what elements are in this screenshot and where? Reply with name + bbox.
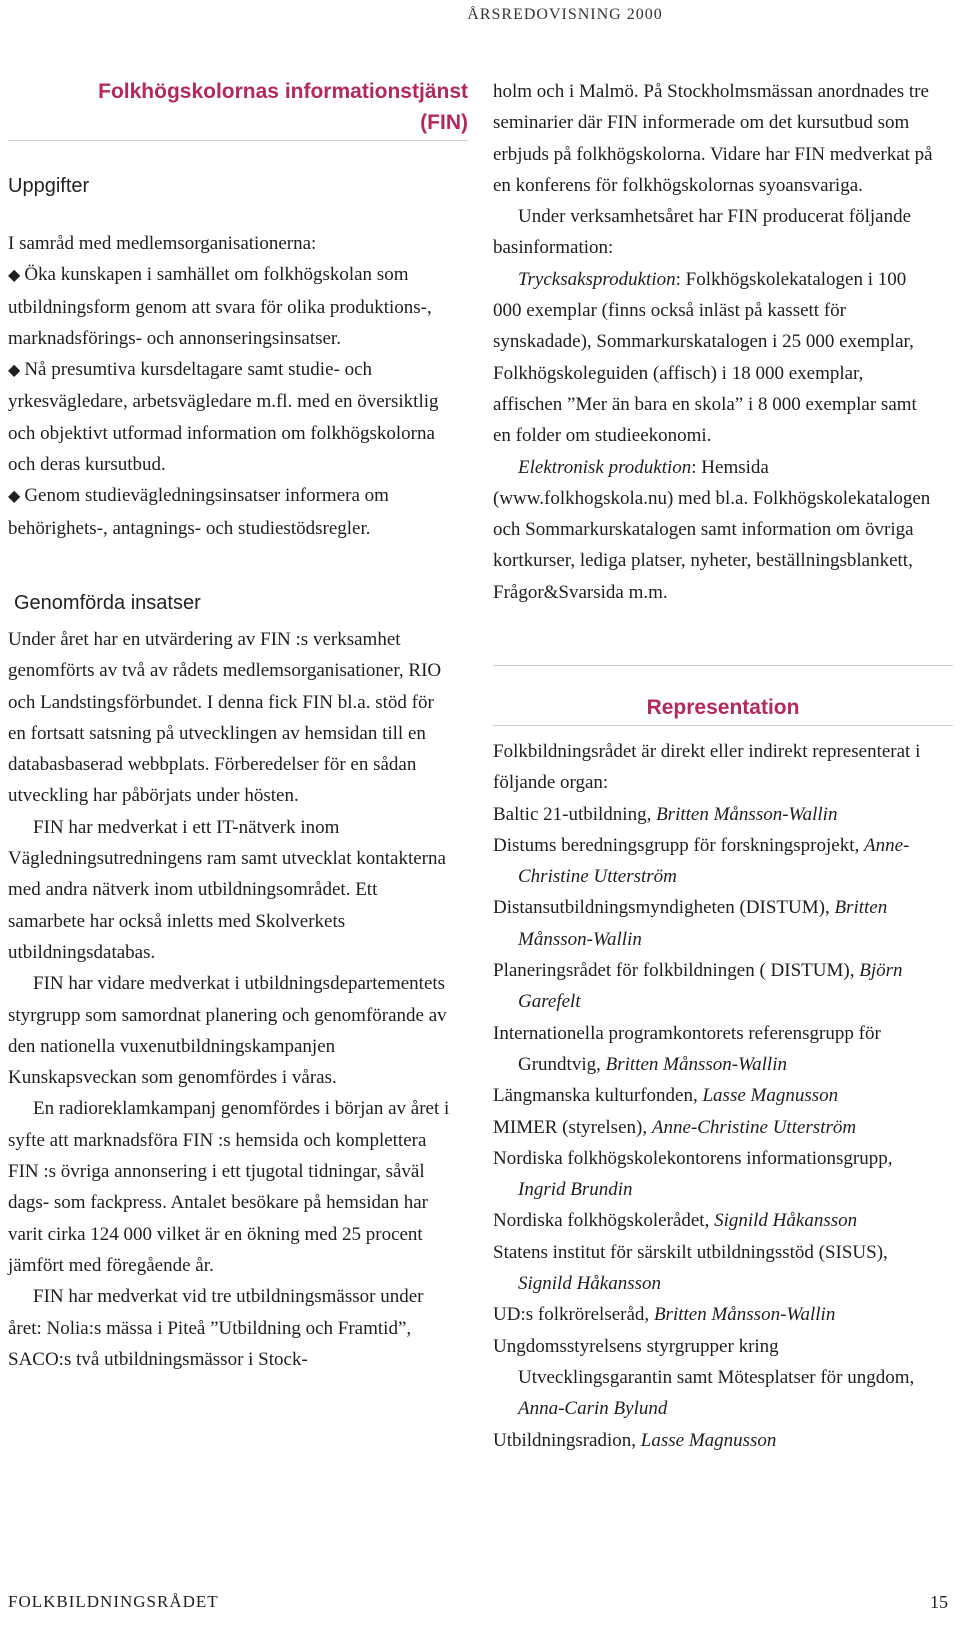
- right-paragraph-1: holm och i Malmö. På Stockholmsmässan anordnades tre seminarier där FIN informerade om det kursutbud som erbjuds på folkhögskolorna. Vidare har FIN medverkat på en konferens för folkhögskolornas syoansvariga.: [493, 81, 933, 196]
- representation-item: [493, 1080, 937, 1111]
- representative-name: Britten Månsson-Wallin: [518, 897, 888, 950]
- diamond-bullet-icon: ◆: [8, 267, 21, 285]
- right-column-text: [493, 76, 937, 608]
- organization-name: Distums beredningsgrupp för forskningsprojekt,: [493, 834, 864, 856]
- organization-name: Nordiska folkhögskolerådet,: [493, 1210, 715, 1232]
- representation-item: [493, 1112, 937, 1143]
- organization-name: Utbildningsradion,: [493, 1429, 641, 1451]
- uppgifter-bullet-3: ◆ Genom studievägledningsinsatser informera om behörighets-, antagnings- och studiestödsregler.: [8, 485, 389, 539]
- organization-name: MIMER (styrelsen),: [493, 1116, 652, 1138]
- page-number: 15: [930, 1592, 948, 1612]
- representation-item: [493, 1237, 937, 1300]
- genomforda-paragraph-2: FIN har medverkat i ett IT-nätverk inom Vägledningsutredningens ram samt utvecklat kontakterna med andra nätverk inom utbildningsområdet. Ett samarbete har också inletts med Skolverkets utbildningsdatabas.: [8, 816, 446, 963]
- uppgifter-bullet-2: ◆ Nå presumtiva kursdeltagare samt studie- och yrkesvägledare, arbetsvägledare m.fl. med en översiktlig och objektivt utformad information om folkhögskolorna och deras kursutbud.: [8, 359, 439, 476]
- section-title-line-2: (FIN): [420, 111, 468, 134]
- trycksak-label: Trycksaksproduktion: [518, 268, 676, 290]
- representative-name: Britten Månsson-Wallin: [653, 1304, 836, 1326]
- representation-item: [493, 830, 937, 893]
- organization-name: Distansutbildningsmyndigheten (DISTUM),: [493, 897, 835, 919]
- running-head: ÅRSREDOVISNING 2000: [467, 6, 663, 23]
- representation-item: [493, 955, 937, 1018]
- organization-name: Statens institut för särskilt utbildningsstöd (SISUS),: [493, 1241, 888, 1263]
- representation-divider: [493, 725, 953, 726]
- representation-item: [493, 892, 937, 955]
- organization-name: Ungdomsstyrelsens styrgrupper kring Utvecklingsgarantin samt Mötesplatser för ungdom,: [493, 1335, 915, 1388]
- uppgifter-heading: Uppgifter: [8, 175, 90, 197]
- representation-item: [493, 1205, 937, 1236]
- representative-name: Signild Håkansson: [518, 1273, 662, 1295]
- representation-item: [493, 799, 937, 830]
- elektronisk-label: Elektronisk produktion: [518, 456, 692, 478]
- representation-intro: Folkbildningsrådet är direkt eller indirekt representerat i följande organ:: [493, 741, 921, 794]
- genomforda-paragraph-1: Under året har en utvärdering av FIN :s verksamhet genomförts av två av rådets medlemsorganisationer, RIO och Landstingsförbundet. I denna fick FIN bl.a. stöd för en fortsatt satsning på utvecklingen av hemsidan till en databasbaserad webbplats. Förberedelser för en sådan utveckling har påbörjats under hösten.: [8, 629, 442, 807]
- representation-item: [493, 1143, 937, 1206]
- representative-name: Signild Håkansson: [714, 1210, 858, 1232]
- representation-top-divider: [493, 665, 953, 666]
- representation-item: [493, 1018, 937, 1081]
- representation-heading: Representation: [646, 696, 800, 719]
- genomforda-paragraph-4: En radioreklamkampanj genomfördes i början av året i syfte att marknadsföra FIN :s hemsida och komplettera FIN :s övriga annonsering i ett tjugotal tidningar, såväl dags- som fackpress. Antalet besökare på hemsidan har varit cirka 124 000 vilket är en ökning med 25 procent jämfört med föregående år.: [8, 1098, 450, 1276]
- uppgifter-bullet-1: ◆ Öka kunskapen i samhället om folkhögskolan som utbildningsform genom att svara för olika produktions-, marknadsförings- och annonseringsinsatser.: [8, 264, 432, 349]
- representative-name: Britten Månsson-Wallin: [656, 803, 838, 825]
- section-title-line-1: Folkhögskolornas informationstjänst: [98, 80, 468, 103]
- representation-item: [493, 1425, 937, 1456]
- title-divider: [8, 140, 468, 141]
- footer-publisher: FOLKBILDNINGSRÅDET: [8, 1592, 219, 1611]
- elektronisk-paragraph: Elektronisk produktion: Hemsida (www.folkhogskola.nu) med bl.a. Folkhögskolekatalogen och Sommarkurskatalogen samt information om övriga kortkurser, lediga platser, nyheter, beställningsblankett, Frågor&Svarsida m.m.: [493, 456, 931, 603]
- uppgifter-intro: I samråd med medlemsorganisationerna:: [8, 233, 317, 254]
- representative-name: Lasse Magnusson: [702, 1085, 839, 1107]
- diamond-bullet-icon: ◆: [8, 488, 21, 506]
- representative-name: Anne-Christine Utterström: [518, 834, 910, 888]
- representation-list: [493, 736, 937, 1456]
- genomforda-heading: Genomförda insatser: [14, 592, 201, 614]
- organization-name: Baltic 21-utbildning,: [493, 803, 657, 825]
- section-title: [8, 76, 468, 138]
- organization-name: Längmanska kulturfonden,: [493, 1085, 703, 1107]
- representative-name: Björn Garefelt: [518, 960, 903, 1013]
- genomforda-text: [8, 624, 452, 1375]
- representative-name: Anna-Carin Bylund: [518, 1398, 668, 1420]
- representation-item: [493, 1299, 937, 1330]
- trycksak-paragraph: Trycksaksproduktion: Folkhögskolekatalogen i 100 000 exemplar (finns också inläst på kassett för synskadade), Sommarkurskatalogen i 25 000 exemplar, Folkhögskoleguiden (affisch) i 18 000 exemplar, affischen ”Mer än bara en skola” i 8 000 exemplar samt en folder om studieekonomi.: [493, 268, 917, 447]
- uppgifter-text: [8, 228, 452, 544]
- organization-name: Planeringsrådet för folkbildningen ( DISTUM),: [493, 960, 860, 982]
- right-paragraph-2: Under verksamhetsåret har FIN producerat följande basinformation:: [493, 206, 912, 259]
- genomforda-paragraph-5: FIN har medverkat vid tre utbildningsmässor under året: Nolia:s mässa i Piteå ”Utbildning och Framtid”, SACO:s två utbildningsmässor i Stock-: [8, 1286, 424, 1370]
- genomforda-paragraph-3: FIN har vidare medverkat i utbildningsdepartementets styrgrupp som samordnat planering och genomförande av den nationella vuxenutbildningskampanjen Kunskapsveckan som genomfördes i våras.: [8, 973, 447, 1089]
- organization-list: [493, 799, 937, 1456]
- organization-name: Nordiska folkhögskolekontorens informationsgrupp,: [493, 1147, 893, 1169]
- organization-name: UD:s folkrörelseråd,: [493, 1304, 654, 1326]
- representative-name: Lasse Magnusson: [640, 1429, 777, 1451]
- representative-name: Ingrid Brundin: [518, 1179, 633, 1201]
- diamond-bullet-icon: ◆: [8, 362, 21, 380]
- representative-name: Britten Månsson-Wallin: [605, 1053, 787, 1075]
- representative-name: Anne-Christine Utterström: [651, 1116, 857, 1138]
- organization-name: Internationella programkontorets referensgrupp för Grundtvig,: [493, 1022, 881, 1075]
- representation-item: [493, 1331, 937, 1425]
